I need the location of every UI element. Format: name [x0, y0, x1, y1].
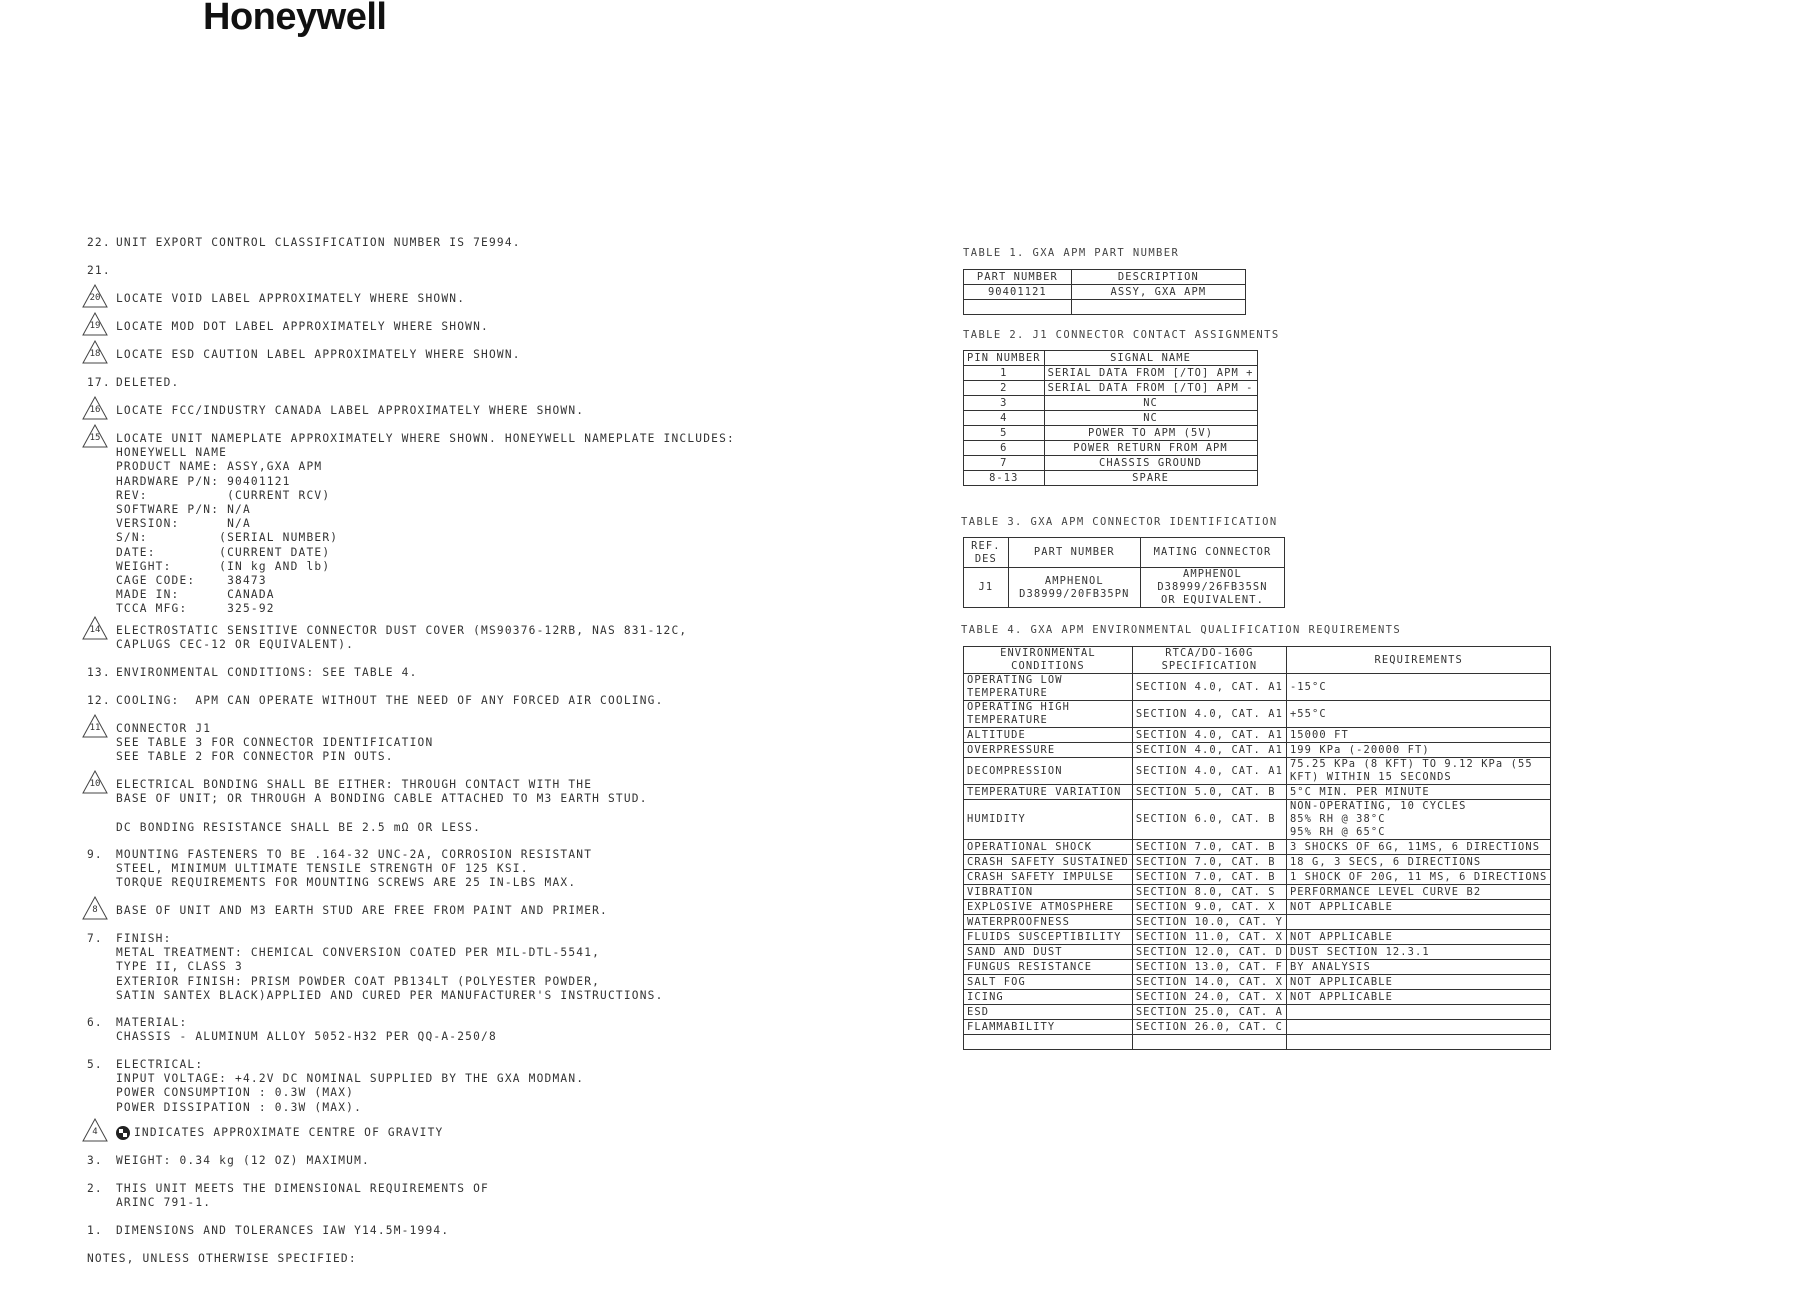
table-cell: SECTION 4.0, CAT. A1	[1132, 758, 1286, 785]
note-text	[116, 1058, 584, 1115]
table-cell: SECTION 4.0, CAT. A1	[1132, 674, 1286, 701]
table-row	[964, 1035, 1551, 1050]
table-row	[964, 743, 1551, 758]
note-line: REV: (CURRENT RCV)	[116, 488, 331, 502]
column-header: PIN NUMBER	[964, 351, 1045, 366]
table-cell: SECTION 24.0, CAT. X	[1132, 990, 1286, 1005]
note-number: 17.	[87, 376, 111, 389]
table-row	[964, 471, 1258, 486]
table-cell: VIBRATION	[964, 885, 1133, 900]
table1-caption: TABLE 1. GXA APM PART NUMBER	[963, 247, 1180, 259]
note-16	[87, 404, 584, 418]
table-cell: SECTION 7.0, CAT. B	[1132, 855, 1286, 870]
table-row	[964, 990, 1551, 1005]
table-row	[964, 960, 1551, 975]
table-cell: AMPHENOL D38999/20FB35PN	[1008, 568, 1140, 608]
note-line: HARDWARE P/N: 90401121	[116, 474, 291, 488]
note-text	[116, 320, 489, 334]
note-line: MOUNTING FASTENERS TO BE .164-32 UNC-2A, CORROSION RESISTANT	[116, 848, 593, 861]
note-22	[87, 236, 521, 250]
note-number: 22.	[87, 236, 111, 249]
table-cell: SECTION 14.0, CAT. X	[1132, 975, 1286, 990]
note-text	[116, 404, 584, 418]
table-row	[964, 396, 1258, 411]
table-row	[964, 855, 1551, 870]
table-cell	[964, 300, 1072, 315]
table-cell: SECTION 12.0, CAT. D	[1132, 945, 1286, 960]
note-line: MATERIAL:	[116, 1016, 188, 1029]
table-cell: ASSY, GXA APM	[1071, 285, 1245, 300]
note-7	[87, 932, 664, 1003]
table-row	[964, 285, 1246, 300]
note-9	[87, 848, 592, 891]
note-line: LOCATE ESD CAUTION LABEL APPROXIMATELY WHERE SHOWN.	[116, 348, 521, 361]
table-row	[964, 975, 1551, 990]
note-line: INDICATES APPROXIMATE CENTRE OF GRAVITY	[116, 1126, 443, 1140]
note-number: 12.	[87, 694, 111, 707]
table-cell: FUNGUS RESISTANCE	[964, 960, 1133, 975]
table-row	[964, 381, 1258, 396]
table-row	[964, 411, 1258, 426]
table-cell: BY ANALYSIS	[1286, 960, 1550, 975]
note-line: BASE OF UNIT; OR THROUGH A BONDING CABLE ATTACHED TO M3 EARTH STUD.	[116, 792, 648, 806]
note-line: PRODUCT NAME: ASSY,GXA APM	[116, 460, 323, 474]
note-line: MADE IN: CANADA	[116, 588, 275, 602]
note-19	[87, 320, 489, 334]
table-cell	[1132, 1035, 1286, 1050]
table-row	[964, 870, 1551, 885]
flag-number: 18	[89, 349, 101, 359]
table-cell: DUST SECTION 12.3.1	[1286, 945, 1550, 960]
flag-number: 8	[92, 905, 98, 915]
table-row	[964, 701, 1551, 728]
table-cell: 6	[964, 441, 1045, 456]
table-row	[964, 300, 1246, 315]
table-row	[964, 915, 1551, 930]
table4-caption: TABLE 4. GXA APM ENVIRONMENTAL QUALIFICATION REQUIREMENTS	[961, 624, 1402, 636]
table-cell	[1286, 1020, 1550, 1035]
table-cell: AMPHENOL D38999/26FB35SN OR EQUIVALENT.	[1140, 568, 1284, 608]
note-text	[116, 236, 521, 250]
note-line: SEE TABLE 3 FOR CONNECTOR IDENTIFICATION	[116, 736, 434, 750]
table-cell: 18 G, 3 SECS, 6 DIRECTIONS	[1286, 855, 1550, 870]
table-cell: NON-OPERATING, 10 CYCLES 85% RH @ 38°C 95% RH @ 65°C	[1286, 800, 1550, 840]
note-line: ENVIRONMENTAL CONDITIONS: SEE TABLE 4.	[116, 666, 418, 679]
note-number: 3.	[87, 1154, 103, 1167]
note-line: ELECTRICAL BONDING SHALL BE EITHER: THROUGH CONTACT WITH THE	[116, 778, 593, 791]
table-row	[964, 758, 1551, 785]
table-row	[964, 900, 1551, 915]
table-cell: 1	[964, 366, 1045, 381]
table-cell: 199 KPa (-20000 FT)	[1286, 743, 1550, 758]
note-text	[116, 1224, 449, 1238]
table-cell	[1286, 1035, 1550, 1050]
table-cell: SECTION 5.0, CAT. B	[1132, 785, 1286, 800]
table-cell: +55°C	[1286, 701, 1550, 728]
table2-contact-assignments	[963, 350, 1258, 486]
note-line: S/N: (SERIAL NUMBER)	[116, 531, 339, 545]
table-cell: WATERPROOFNESS	[964, 915, 1133, 930]
note-line: TCCA MFG: 325-92	[116, 602, 275, 616]
table-cell	[1286, 915, 1550, 930]
note-number: 1.	[87, 1224, 103, 1237]
note-line: WEIGHT: (IN kg AND lb)	[116, 559, 331, 573]
note-text	[116, 848, 592, 891]
table-row	[964, 945, 1551, 960]
table-cell: OPERATING HIGH TEMPERATURE	[964, 701, 1133, 728]
note-text	[116, 722, 433, 765]
table-cell: NOT APPLICABLE	[1286, 900, 1550, 915]
table-cell: 3 SHOCKS OF 6G, 11MS, 6 DIRECTIONS	[1286, 840, 1550, 855]
column-header: REF. DES	[964, 538, 1009, 568]
note-text	[116, 376, 179, 390]
table-header-row	[964, 270, 1246, 285]
note-21	[87, 264, 116, 278]
table-row	[964, 366, 1258, 381]
table-cell: NC	[1044, 411, 1257, 426]
table-cell: 4	[964, 411, 1045, 426]
note-13	[87, 666, 418, 680]
note-1	[87, 1224, 449, 1238]
flag-number: 14	[89, 625, 101, 635]
note-number: 13.	[87, 666, 111, 679]
centre-of-gravity-icon	[116, 1126, 130, 1140]
note-line: INPUT VOLTAGE: +4.2V DC NOMINAL SUPPLIED BY THE GXA MODMAN.	[116, 1072, 585, 1086]
table-row	[964, 674, 1551, 701]
note-line: ARINC 791-1.	[116, 1196, 212, 1210]
table-cell: ALTITUDE	[964, 728, 1133, 743]
flag-number: 20	[89, 293, 101, 303]
note-line: CONNECTOR J1	[116, 722, 212, 735]
flag-number: 19	[89, 321, 101, 331]
table-cell: SAND AND DUST	[964, 945, 1133, 960]
table-cell: SECTION 7.0, CAT. B	[1132, 840, 1286, 855]
note-line: TYPE II, CLASS 3	[116, 960, 243, 974]
table-cell: NOT APPLICABLE	[1286, 930, 1550, 945]
table3-connector-identification	[963, 537, 1285, 608]
table-row	[964, 441, 1258, 456]
table-cell: SECTION 6.0, CAT. B	[1132, 800, 1286, 840]
table-cell: 5°C MIN. PER MINUTE	[1286, 785, 1550, 800]
note-line: CHASSIS - ALUMINUM ALLOY 5052-H32 PER QQ-A-250/8	[116, 1030, 497, 1044]
table-cell: 90401121	[964, 285, 1072, 300]
table-cell: PERFORMANCE LEVEL CURVE B2	[1286, 885, 1550, 900]
table-cell: NC	[1044, 396, 1257, 411]
note-line: EXTERIOR FINISH: PRISM POWDER COAT PB134LT (POLYESTER POWDER,	[116, 974, 601, 988]
table-cell: SECTION 25.0, CAT. A	[1132, 1005, 1286, 1020]
note-line: DATE: (CURRENT DATE)	[116, 545, 331, 559]
table-cell: FLAMMABILITY	[964, 1020, 1133, 1035]
notes-footer: NOTES, UNLESS OTHERWISE SPECIFIED:	[87, 1252, 357, 1265]
table-cell: SERIAL DATA FROM [/TO] APM -	[1044, 381, 1257, 396]
column-header: DESCRIPTION	[1071, 270, 1245, 285]
note-line: BASE OF UNIT AND M3 EARTH STUD ARE FREE FROM PAINT AND PRIMER.	[116, 904, 608, 917]
note-line: ELECTRICAL:	[116, 1058, 204, 1071]
table-cell: SALT FOG	[964, 975, 1133, 990]
table-cell: J1	[964, 568, 1009, 608]
note-line: STEEL, MINIMUM ULTIMATE TENSILE STRENGTH OF 125 KSI.	[116, 862, 529, 876]
note-8	[87, 904, 608, 918]
note-line: ELECTROSTATIC SENSITIVE CONNECTOR DUST COVER (MS90376-12RB, NAS 831-12C,	[116, 624, 688, 637]
note-text	[116, 1182, 489, 1210]
table3-caption: TABLE 3. GXA APM CONNECTOR IDENTIFICATION	[961, 516, 1278, 528]
table-header-row	[964, 647, 1551, 674]
note-number: 21.	[87, 264, 111, 277]
note-12	[87, 694, 664, 708]
table-cell: SECTION 4.0, CAT. A1	[1132, 728, 1286, 743]
note-5	[87, 1058, 584, 1115]
note-text	[116, 932, 664, 1003]
note-line: WEIGHT: 0.34 kg (12 OZ) MAXIMUM.	[116, 1154, 370, 1167]
note-line: CAGE CODE: 38473	[116, 573, 267, 587]
honeywell-logo: Honeywell	[203, 0, 387, 38]
table-row	[964, 785, 1551, 800]
table-cell: SECTION 13.0, CAT. F	[1132, 960, 1286, 975]
column-header: MATING CONNECTOR	[1140, 538, 1284, 568]
table-cell: 15000 FT	[1286, 728, 1550, 743]
note-11	[87, 722, 433, 765]
table-cell: 8-13	[964, 471, 1045, 486]
note-14	[87, 624, 687, 652]
table-cell: SERIAL DATA FROM [/TO] APM +	[1044, 366, 1257, 381]
note-text	[116, 1154, 370, 1168]
table-row	[964, 1005, 1551, 1020]
note-3	[87, 1154, 370, 1168]
table-cell: -15°C	[1286, 674, 1550, 701]
column-header: ENVIRONMENTAL CONDITIONS	[964, 647, 1133, 674]
table-cell	[1071, 300, 1245, 315]
flag-number: 10	[89, 779, 101, 789]
note-text	[116, 1126, 443, 1140]
table-cell: OPERATIONAL SHOCK	[964, 840, 1133, 855]
table-cell: ESD	[964, 1005, 1133, 1020]
note-text	[116, 292, 465, 306]
table-cell: SECTION 26.0, CAT. C	[1132, 1020, 1286, 1035]
table-cell: SECTION 4.0, CAT. A1	[1132, 701, 1286, 728]
table-row	[964, 930, 1551, 945]
note-20	[87, 292, 465, 306]
note-17	[87, 376, 179, 390]
note-text	[116, 1016, 497, 1044]
note-2	[87, 1182, 489, 1210]
flag-number: 16	[89, 405, 101, 415]
table1-part-number	[963, 269, 1246, 315]
note-number: 6.	[87, 1016, 103, 1029]
table-cell: SECTION 11.0, CAT. X	[1132, 930, 1286, 945]
table-cell: POWER RETURN FROM APM	[1044, 441, 1257, 456]
flag-number: 4	[92, 1127, 98, 1137]
note-text	[116, 778, 648, 835]
note-line: CAPLUGS CEC-12 OR EQUIVALENT).	[116, 638, 355, 652]
table-cell: 3	[964, 396, 1045, 411]
table-header-row	[964, 538, 1285, 568]
table-row	[964, 728, 1551, 743]
table-cell	[1286, 1005, 1550, 1020]
table-cell: SECTION 7.0, CAT. B	[1132, 870, 1286, 885]
note-number: 2.	[87, 1182, 103, 1195]
note-line: POWER CONSUMPTION : 0.3W (MAX)	[116, 1086, 355, 1100]
table-cell: DECOMPRESSION	[964, 758, 1133, 785]
table-row	[964, 800, 1551, 840]
note-number: 9.	[87, 848, 103, 861]
table-cell: 1 SHOCK OF 20G, 11 MS, 6 DIRECTIONS	[1286, 870, 1550, 885]
table2-caption: TABLE 2. J1 CONNECTOR CONTACT ASSIGNMENTS	[963, 329, 1280, 341]
table-cell: NOT APPLICABLE	[1286, 990, 1550, 1005]
note-line: FINISH:	[116, 932, 172, 945]
note-line: DC BONDING RESISTANCE SHALL BE 2.5 mΩ OR LESS.	[116, 820, 482, 834]
table-cell: OVERPRESSURE	[964, 743, 1133, 758]
note-10	[87, 778, 648, 835]
table-cell: OPERATING LOW TEMPERATURE	[964, 674, 1133, 701]
column-header: PART NUMBER	[1008, 538, 1140, 568]
flag-number: 11	[89, 723, 101, 733]
table-cell: CHASSIS GROUND	[1044, 456, 1257, 471]
table-cell: 7	[964, 456, 1045, 471]
note-line: SEE TABLE 2 FOR CONNECTOR PIN OUTS.	[116, 750, 394, 764]
note-line: LOCATE FCC/INDUSTRY CANADA LABEL APPROXIMATELY WHERE SHOWN.	[116, 404, 585, 417]
table-row	[964, 456, 1258, 471]
note-text	[116, 904, 608, 918]
table-cell	[964, 1035, 1133, 1050]
column-header: SIGNAL NAME	[1044, 351, 1257, 366]
note-text	[116, 694, 664, 708]
note-6	[87, 1016, 497, 1044]
table-cell: ICING	[964, 990, 1133, 1005]
note-line: HONEYWELL NAME	[116, 446, 228, 460]
table-cell: NOT APPLICABLE	[1286, 975, 1550, 990]
note-line: COOLING: APM CAN OPERATE WITHOUT THE NEED OF ANY FORCED AIR COOLING.	[116, 694, 664, 707]
table-row	[964, 840, 1551, 855]
note-line: SOFTWARE P/N: N/A	[116, 502, 251, 516]
table4-environmental-requirements	[963, 646, 1551, 1050]
table-cell: SECTION 8.0, CAT. S	[1132, 885, 1286, 900]
note-line: LOCATE MOD DOT LABEL APPROXIMATELY WHERE SHOWN.	[116, 320, 489, 333]
note-number: 5.	[87, 1058, 103, 1071]
table-cell: SECTION 10.0, CAT. Y	[1132, 915, 1286, 930]
table-cell: POWER TO APM (5V)	[1044, 426, 1257, 441]
note-text	[116, 348, 521, 362]
note-line: UNIT EXPORT CONTROL CLASSIFICATION NUMBER IS 7E994.	[116, 236, 521, 249]
column-header: PART NUMBER	[964, 270, 1072, 285]
table-row	[964, 885, 1551, 900]
flag-number: 15	[89, 433, 101, 443]
note-line: VERSION: N/A	[116, 517, 251, 531]
table-cell: 2	[964, 381, 1045, 396]
note-18	[87, 348, 521, 362]
note-line: POWER DISSIPATION : 0.3W (MAX).	[116, 1100, 362, 1114]
table-cell: CRASH SAFETY SUSTAINED	[964, 855, 1133, 870]
column-header: REQUIREMENTS	[1286, 647, 1550, 674]
note-line: THIS UNIT MEETS THE DIMENSIONAL REQUIREMENTS OF	[116, 1182, 489, 1195]
table-row	[964, 568, 1285, 608]
note-15	[87, 432, 735, 616]
note-line: SATIN SANTEX BLACK)APPLIED AND CURED PER MANUFACTURER'S INSTRUCTIONS.	[116, 988, 664, 1002]
note-line: DELETED.	[116, 376, 180, 389]
note-4	[87, 1126, 443, 1140]
table-cell: TEMPERATURE VARIATION	[964, 785, 1133, 800]
note-line: LOCATE VOID LABEL APPROXIMATELY WHERE SHOWN.	[116, 292, 466, 305]
note-line: METAL TREATMENT: CHEMICAL CONVERSION COATED PER MIL-DTL-5541,	[116, 946, 601, 960]
table-cell: CRASH SAFETY IMPULSE	[964, 870, 1133, 885]
column-header: RTCA/DO-160G SPECIFICATION	[1132, 647, 1286, 674]
table-cell: SECTION 9.0, CAT. X	[1132, 900, 1286, 915]
table-row	[964, 1020, 1551, 1035]
note-line	[116, 806, 648, 820]
table-cell: FLUIDS SUSCEPTIBILITY	[964, 930, 1133, 945]
note-text	[116, 666, 418, 680]
note-line: LOCATE UNIT NAMEPLATE APPROXIMATELY WHERE SHOWN. HONEYWELL NAMEPLATE INCLUDES:	[116, 432, 735, 445]
table-cell: SPARE	[1044, 471, 1257, 486]
note-text	[116, 624, 687, 652]
table-cell: SECTION 4.0, CAT. A1	[1132, 743, 1286, 758]
note-number: 7.	[87, 932, 103, 945]
table-cell: EXPLOSIVE ATMOSPHERE	[964, 900, 1133, 915]
table-cell: 75.25 KPa (8 KFT) TO 9.12 KPa (55 KFT) WITHIN 15 SECONDS	[1286, 758, 1550, 785]
table-row	[964, 426, 1258, 441]
table-header-row	[964, 351, 1258, 366]
note-line: DIMENSIONS AND TOLERANCES IAW Y14.5M-1994.	[116, 1224, 450, 1237]
table-cell: 5	[964, 426, 1045, 441]
note-line: TORQUE REQUIREMENTS FOR MOUNTING SCREWS ARE 25 IN-LBS MAX.	[116, 876, 577, 890]
table-cell: HUMIDITY	[964, 800, 1133, 840]
note-text	[116, 432, 735, 616]
